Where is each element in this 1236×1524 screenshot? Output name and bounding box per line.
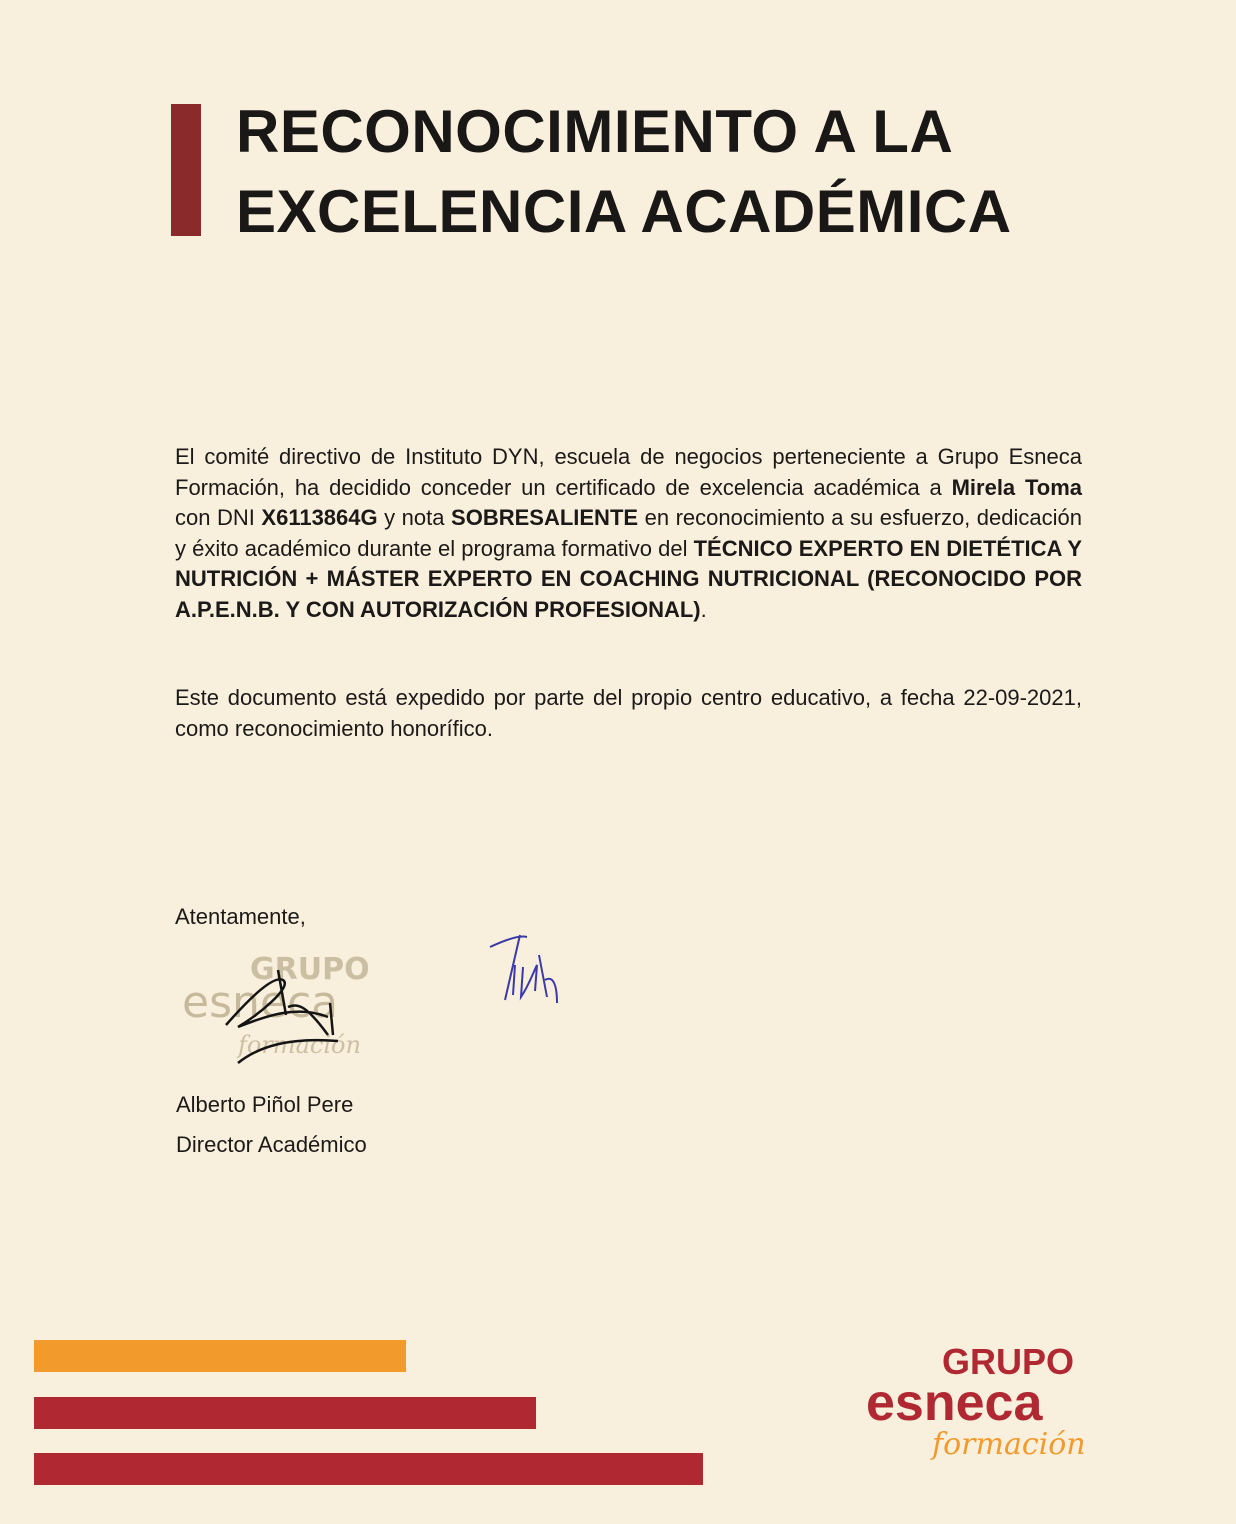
body-text-segment: . [700,596,707,622]
title-line-2: EXCELENCIA ACADÉMICA [236,178,1012,245]
seal-text-esneca: esneca [182,977,339,1028]
body-text-segment: y nota [377,505,452,530]
certificate-body-paragraph [175,442,1082,625]
logo-text-formacion: formación [932,1427,1086,1462]
grupo-esneca-seal [178,945,378,1075]
signer-name: Alberto Piñol Pere [176,1092,354,1117]
closing-salutation: Atentamente, [175,904,306,929]
secondary-signature [485,925,570,1015]
program-name: TÉCNICO EXPERTO EN DIETÉTICA Y NUTRICIÓN + MÁSTER EXPERTO EN COACHING NUTRICIONAL (RECONOCIDO POR A.P.E.N.B. Y CON AUTORIZACIÓN PROFESIONAL) [175,535,1082,622]
body-text-segment: en reconocimiento a su esfuerzo, dedicación y éxito académico durante el programa formativo del [175,505,1082,561]
issue-statement: Este documento está expedido por parte del propio centro educativo, a fecha 22-09-2021, como reconocimiento honorífico. [175,685,1082,741]
title-line-1: RECONOCIMIENTO A LA [236,98,954,165]
logo-text-grupo: GRUPO [942,1341,1075,1382]
seal-text-grupo: GRUPO [250,952,370,987]
student-grade: SOBRESALIENTE [451,505,639,530]
signer-role: Director Académico [176,1132,367,1157]
student-name: Mirela Toma [951,474,1082,500]
body-text-segment: con DNI [175,505,262,530]
logo-text-esneca: esneca [866,1374,1043,1432]
grupo-esneca-logo [860,1338,1090,1488]
title-accent-bar [171,104,201,236]
decorative-stripe-orange [34,1340,406,1372]
seal-text-formacion: formación [238,1031,361,1059]
student-dni: X6113864G [261,505,378,530]
body-text-segment: El comité directivo de Instituto DYN, escuela de negocios perteneciente a Grupo Esneca Formación, ha decidido conceder un certificado de excelencia académica a [175,444,1082,500]
decorative-stripe-red-bottom [34,1453,703,1485]
certificate-title [236,92,1136,252]
decorative-stripe-red-middle [34,1397,536,1429]
